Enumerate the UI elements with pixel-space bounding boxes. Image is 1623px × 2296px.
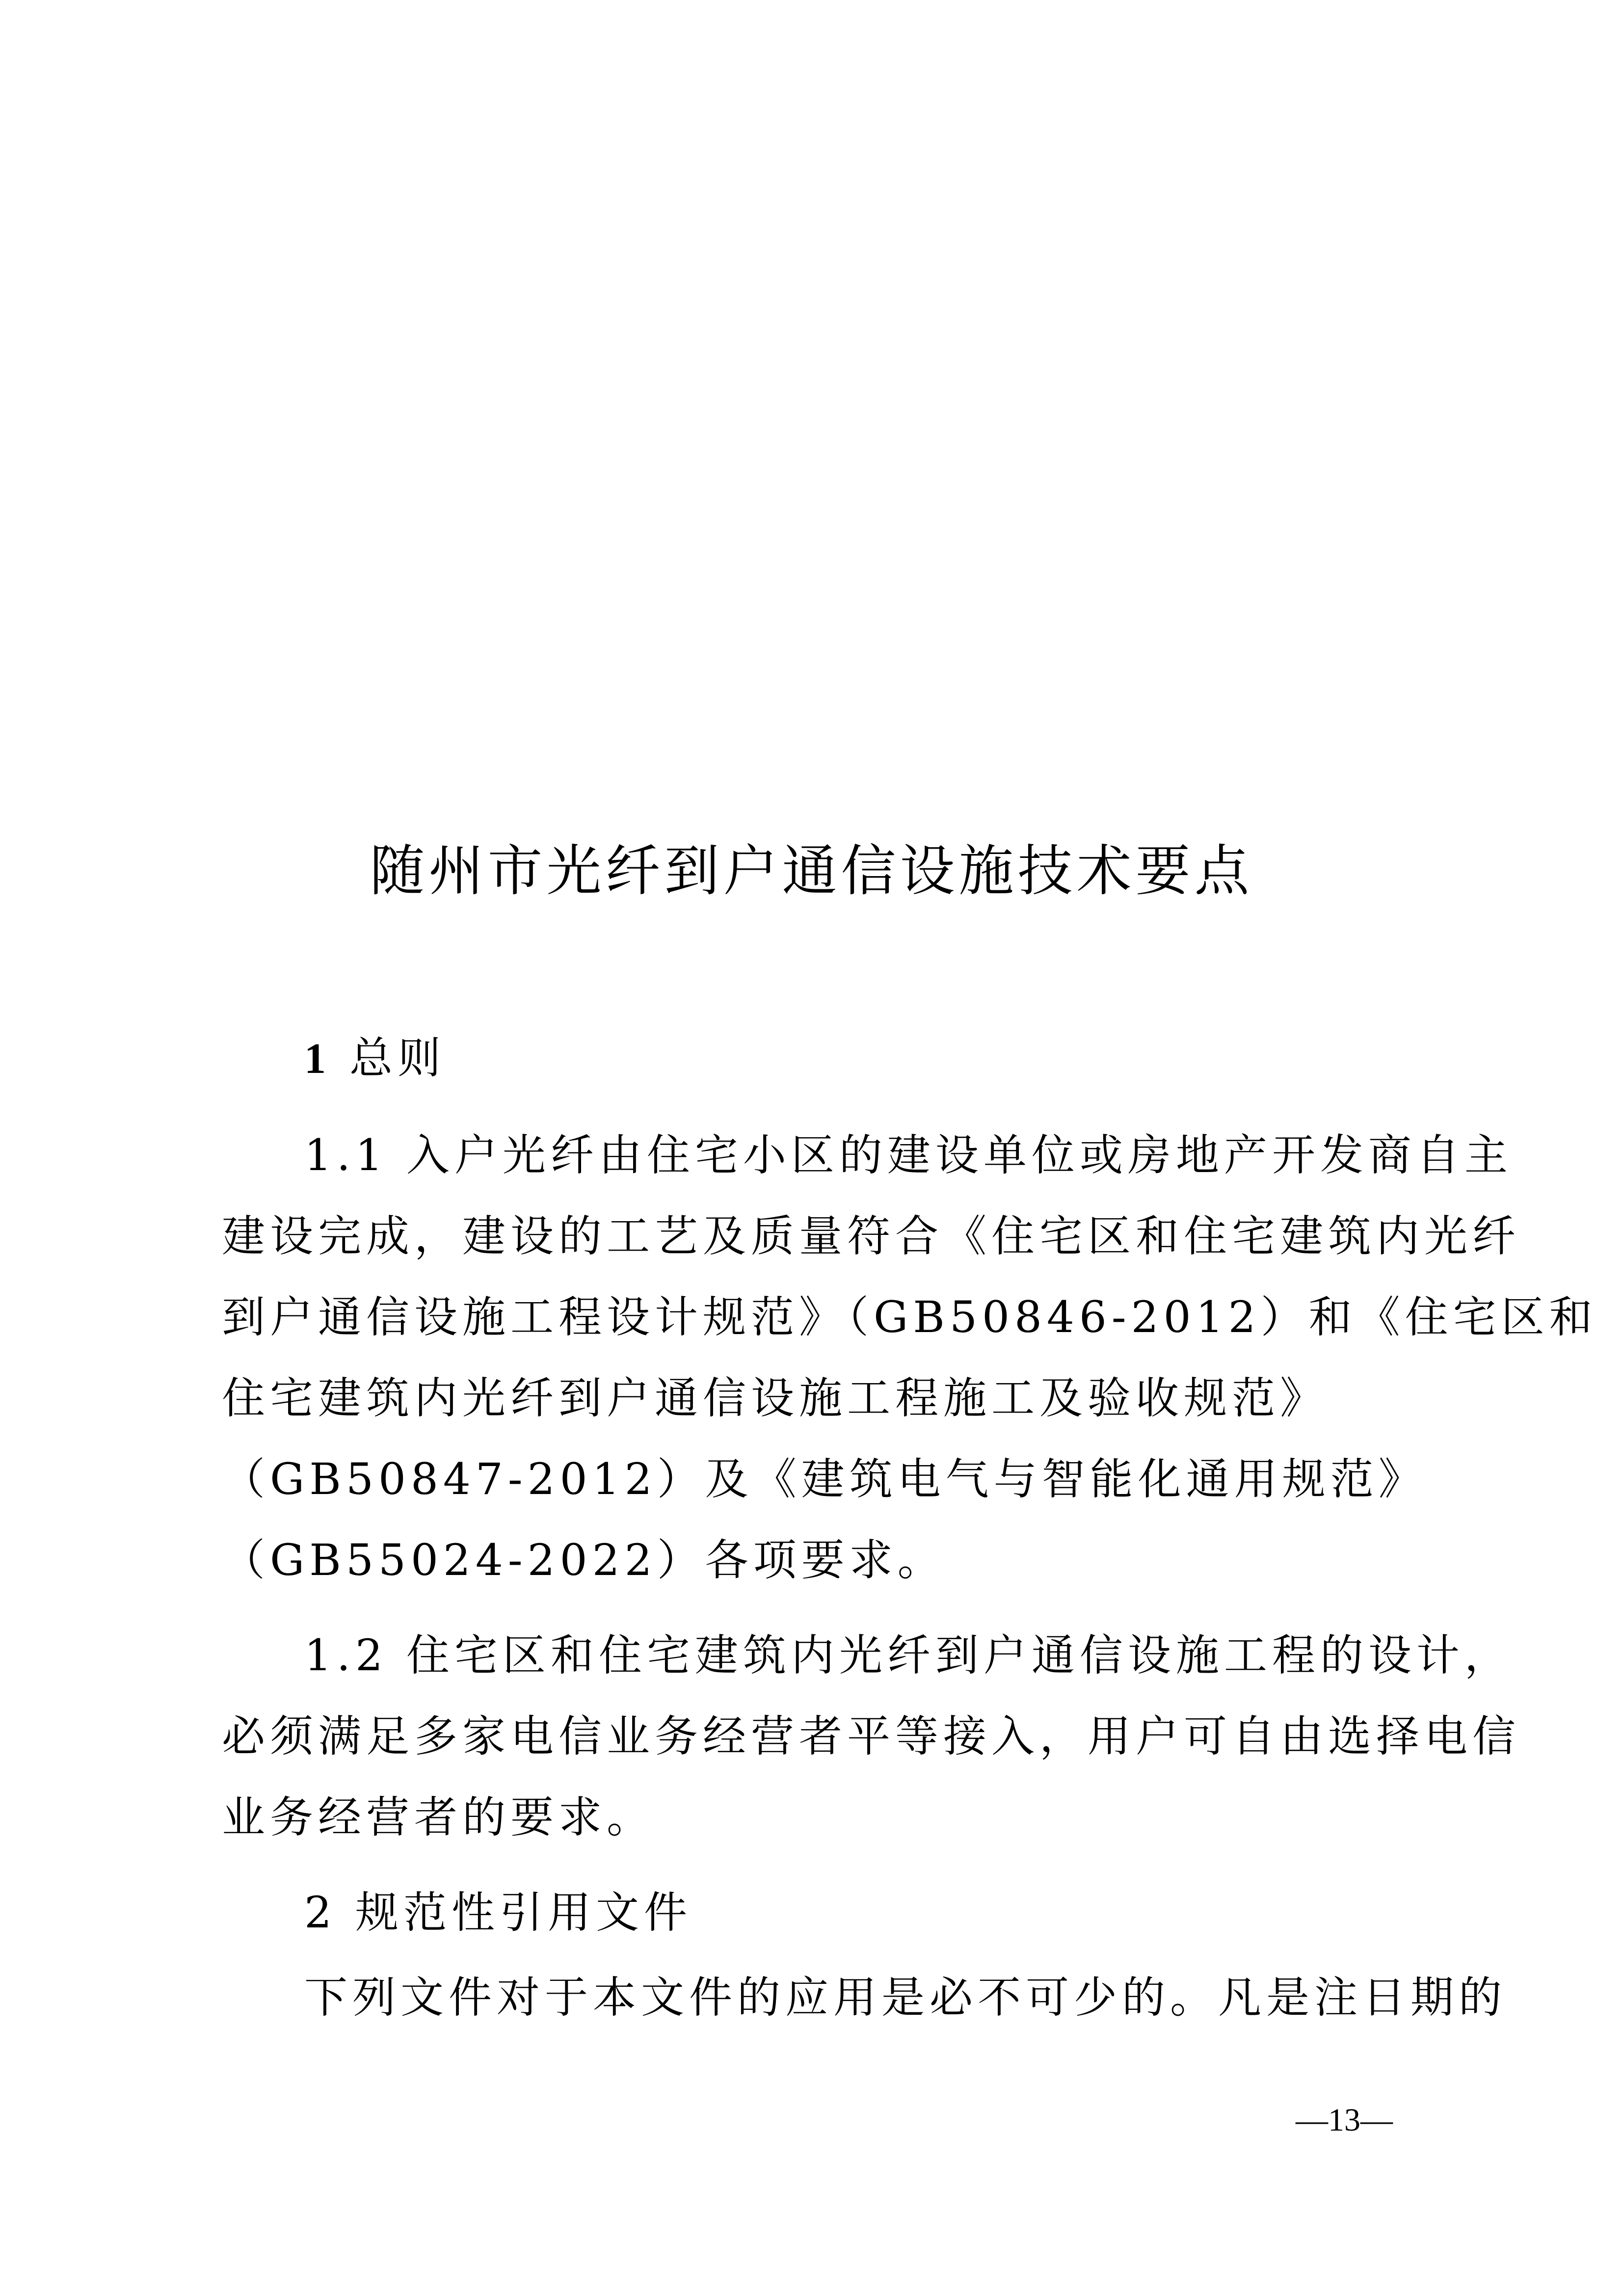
- section-1-heading: 1 总则: [304, 1033, 446, 1083]
- paragraph-1-1-line-4: 住宅建筑内光纤到户通信设施工程施工及验收规范》: [222, 1373, 1329, 1423]
- document-title: 随州市光纤到户通信设施技术要点: [370, 839, 1253, 903]
- section-2-heading: 2 规范性引用文件: [304, 1887, 692, 1938]
- paragraph-1-2-line-2: 必须满足多家电信业务经营者平等接入，用户可自由选择电信: [222, 1711, 1521, 1762]
- paragraph-1-1-line-3: 到户通信设施工程设计规范》（GB50846-2012）和《住宅区和: [222, 1292, 1597, 1342]
- paragraph-2-line-1: 下列文件对于本文件的应用是必不可少的。凡是注日期的: [304, 1972, 1507, 2023]
- paragraph-1-2-line-1: 1.2 住宅区和住宅建筑内光纤到户通信设施工程的设计，: [304, 1630, 1513, 1681]
- paragraph-1-1-line-6: （GB55024-2022）各项要求。: [222, 1535, 946, 1585]
- paragraph-1-1-line-2: 建设完成，建设的工艺及质量符合《住宅区和住宅建筑内光纤: [222, 1211, 1521, 1261]
- page-number: —13—: [1296, 2102, 1393, 2138]
- paragraph-1-2-line-3: 业务经营者的要求。: [222, 1792, 655, 1842]
- paragraph-1-1-line-5: （GB50847-2012）及《建筑电气与智能化通用规范》: [222, 1454, 1427, 1504]
- paragraph-1-1-line-1: 1.1 入户光纤由住宅小区的建设单位或房地产开发商自主: [304, 1130, 1513, 1180]
